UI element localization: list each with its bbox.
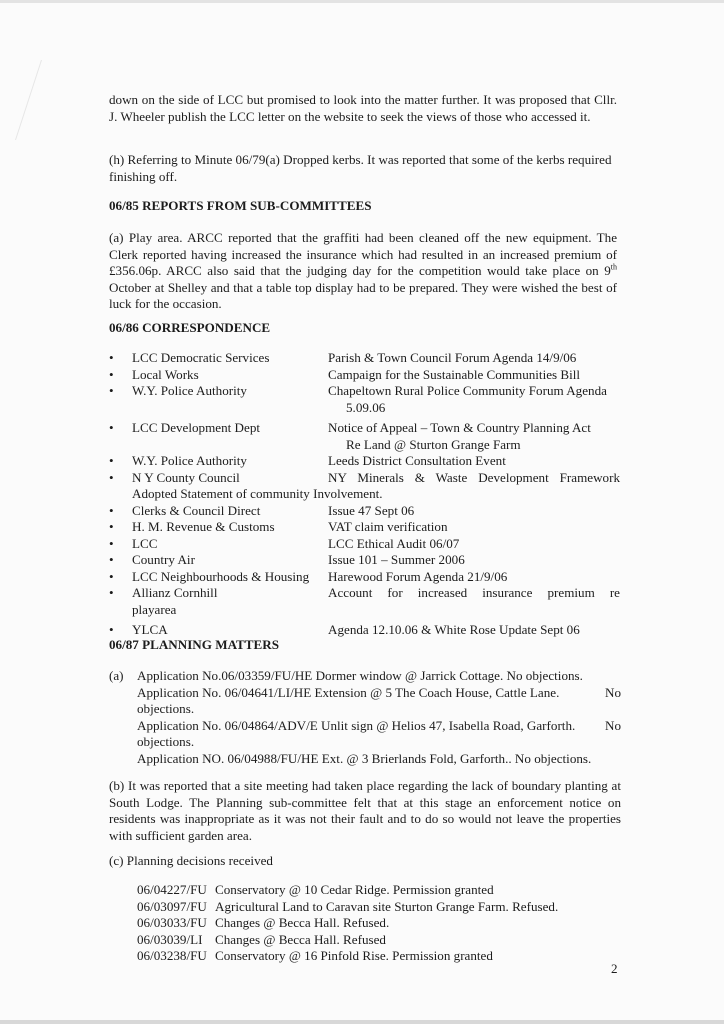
correspondence-subject: NY Minerals & Waste Development Framework — [328, 469, 620, 485]
planning-b-paragraph: (b) It was reported that a site meeting had taken place regarding the lack of boundary planting at South Lodge. The Planning sub-committee felt that at this stage an enforcement notice on residents was inappropriate as it was not their fault and to do so would not leave the properties with sufficient garden area. — [109, 778, 621, 843]
application-text-end: No — [604, 684, 621, 700]
bullet-icon: • — [109, 420, 114, 435]
correspondence-subject: Account for increased insurance premium re — [328, 585, 620, 600]
correspondence-item — [109, 519, 621, 536]
page-bottom-edge — [0, 1020, 724, 1024]
decision-text: Conservatory @ 16 Pinfold Rise. Permission granted — [215, 948, 493, 963]
bullet-icon: • — [109, 383, 114, 398]
decision-row — [137, 882, 597, 899]
bullet-icon: • — [109, 366, 114, 382]
correspondence-item — [109, 569, 621, 586]
applications-list — [137, 668, 621, 767]
planning-c-label: (c) Planning decisions received — [109, 853, 273, 868]
correspondence-subject-line: Re Land @ Sturton Grange Farm — [346, 436, 521, 452]
application-text: Application NO. 06/04988/FU/HE Ext. @ 3 Brierlands Fold, Garforth.. No objections. — [137, 750, 592, 766]
reports-paragraph — [109, 230, 617, 313]
correspondence-overflow: playarea — [132, 601, 177, 617]
decision-text: Conservatory @ 10 Cedar Ridge. Permission granted — [215, 882, 494, 897]
correspondence-item — [109, 420, 621, 453]
correspondence-from: Clerks & Council Direct — [132, 502, 261, 518]
application-entry — [137, 751, 621, 768]
correspondence-from: Allianz Cornhill — [132, 585, 218, 600]
bullet-icon: • — [109, 519, 114, 534]
correspondence-item — [109, 552, 621, 569]
decision-ref: 06/03039/LI — [137, 931, 203, 947]
bullet-icon: • — [109, 585, 114, 600]
correspondence-item — [109, 453, 621, 470]
bullet-icon: • — [109, 469, 114, 485]
application-text-cont: objections. — [137, 701, 195, 716]
reports-text-start: (a) Play area. ARCC reported that the graffiti had been cleaned off the new equipment. The Clerk reported having increased the insurance which had resulted in an increased premium of £356.06p. ARCC also said that the judging day for the competition would take place on 9 — [109, 230, 617, 278]
decision-text: Changes @ Becca Hall. Refused — [215, 931, 386, 947]
scan-corner-mark — [0, 60, 42, 140]
bullet-icon: • — [109, 535, 114, 551]
correspondence-subject: Campaign for the Sustainable Communities Bill — [328, 366, 581, 382]
correspondence-subject: Parish & Town Council Forum Agenda 14/9/06 — [328, 350, 577, 365]
correspondence-from: Country Air — [132, 552, 195, 567]
correspondence-overflow: Adopted Statement of community Involvement. — [132, 486, 383, 501]
decision-ref: 06/04227/FU — [137, 882, 207, 897]
page-number: 2 — [611, 961, 618, 976]
correspondence-from: W.Y. Police Authority — [132, 453, 247, 468]
correspondence-item — [109, 350, 621, 367]
planning-decisions — [137, 882, 597, 965]
correspondence-list — [109, 350, 621, 639]
correspondence-item — [109, 470, 621, 503]
bullet-icon: • — [109, 453, 114, 468]
planning-heading: 06/87 PLANNING MATTERS — [109, 637, 279, 652]
decision-ref: 06/03238/FU — [137, 948, 207, 963]
intro-paragraph: down on the side of LCC but promised to look into the matter further. It was proposed that Cllr. J. Wheeler publish the LCC letter on the website to seek the views of those who accessed it. — [109, 92, 617, 124]
correspondence-subject — [328, 420, 620, 453]
reports-superscript: th — [610, 262, 617, 272]
decision-row — [137, 915, 597, 932]
correspondence-subject: VAT claim verification — [328, 519, 448, 534]
application-entry — [137, 718, 621, 735]
page-top-edge — [0, 0, 724, 3]
application-entry — [137, 685, 621, 702]
bullet-icon: • — [109, 622, 114, 637]
correspondence-from: W.Y. Police Authority — [132, 383, 247, 398]
correspondence-subject: LCC Ethical Audit 06/07 — [328, 535, 460, 551]
correspondence-from: LCC — [132, 535, 158, 551]
decision-row — [137, 948, 597, 965]
correspondence-item — [109, 383, 621, 416]
correspondence-subject: Leeds District Consultation Event — [328, 453, 506, 468]
correspondence-from: LCC Democratic Services — [132, 350, 270, 365]
correspondence-from: YLCA — [132, 622, 168, 637]
correspondence-item — [109, 367, 621, 384]
application-text: Application No. 06/04641/LI/HE Extension @ 5 The Coach House, Cattle Lane. — [137, 684, 560, 700]
correspondence-item — [109, 536, 621, 553]
correspondence-subject-line: Chapeltown Rural Police Community Forum Agenda — [328, 383, 607, 398]
decision-text: Agricultural Land to Caravan site Sturton Grange Farm. Refused. — [215, 898, 559, 914]
application-text-cont: objections. — [137, 734, 195, 749]
correspondence-subject: Issue 101 – Summer 2006 — [328, 552, 465, 567]
correspondence-item — [109, 503, 621, 520]
decision-ref: 06/03097/FU — [137, 898, 207, 914]
correspondence-from: LCC Neighbourhoods & Housing — [132, 568, 310, 584]
correspondence-from: LCC Development Dept — [132, 420, 261, 435]
decision-row — [137, 932, 597, 949]
bullet-icon: • — [109, 350, 114, 365]
correspondence-subject — [328, 383, 620, 416]
correspondence-subject: Harewood Forum Agenda 21/9/06 — [328, 568, 508, 584]
reports-heading: 06/85 REPORTS FROM SUB-COMMITTEES — [109, 198, 372, 213]
correspondence-subject: Agenda 12.10.06 & White Rose Update Sept 06 — [328, 622, 580, 637]
minute-h-paragraph: (h) Referring to Minute 06/79(a) Dropped kerbs. It was reported that some of the kerbs required finishing off. — [109, 152, 612, 184]
correspondence-from: H. M. Revenue & Customs — [132, 519, 275, 534]
application-text: Application No.06/03359/FU/HE Dormer window @ Jarrick Cottage. No objections. — [137, 668, 583, 683]
correspondence-subject-line: Notice of Appeal – Town & Country Planning Act — [328, 420, 591, 435]
reports-text-end: October at Shelley and that a table top display had to be prepared. They were wished the best of luck for the occasion. — [109, 279, 617, 311]
correspondence-heading: 06/86 CORRESPONDENCE — [109, 320, 271, 335]
bullet-icon: • — [109, 502, 114, 518]
bullet-icon: • — [109, 568, 114, 584]
correspondence-subject-line: 5.09.06 — [346, 399, 386, 415]
planning-a-label: (a) — [109, 668, 124, 683]
bullet-icon: • — [109, 552, 114, 567]
correspondence-item — [109, 585, 621, 618]
decision-row — [137, 899, 597, 916]
decision-ref: 06/03033/FU — [137, 915, 207, 930]
application-entry — [137, 668, 621, 685]
correspondence-from: Local Works — [132, 366, 199, 382]
application-text: Application No. 06/04864/ADV/E Unlit sign @ Helios 47, Isabella Road, Garforth. — [137, 717, 576, 733]
decision-text: Changes @ Becca Hall. Refused. — [215, 915, 390, 930]
correspondence-subject: Issue 47 Sept 06 — [328, 502, 415, 518]
correspondence-from: N Y County Council — [132, 469, 240, 485]
application-text-end: No — [604, 717, 621, 733]
